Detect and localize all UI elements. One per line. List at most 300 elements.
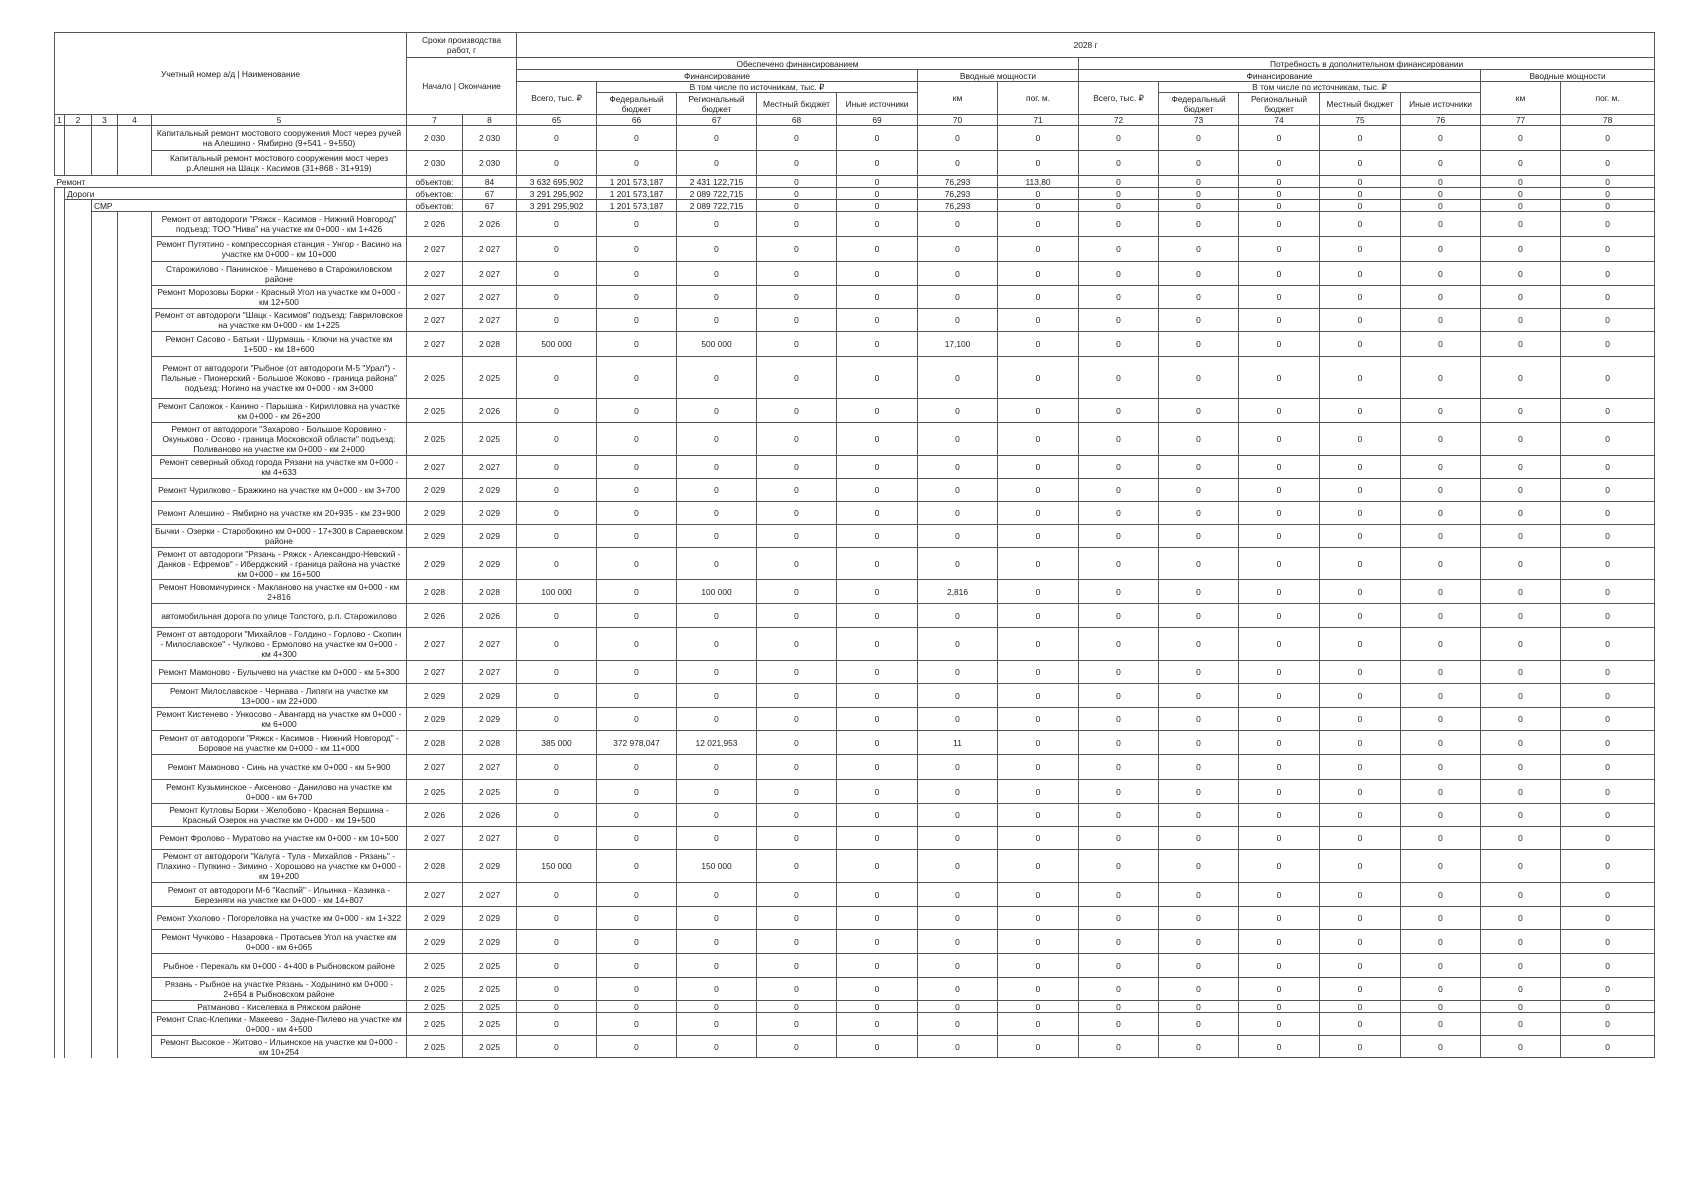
value-cell: 0	[837, 399, 918, 423]
indent-cell	[118, 1036, 152, 1058]
value-cell: 0	[1320, 151, 1401, 176]
table-row	[55, 907, 1655, 930]
value-cell: 0	[837, 1001, 918, 1013]
indent-cell	[55, 212, 65, 237]
indent-cell	[65, 731, 92, 755]
value-cell: 0	[517, 628, 597, 661]
value-cell: 0	[677, 212, 757, 237]
value-cell: 0	[837, 661, 918, 684]
column-number: 65	[517, 115, 597, 126]
value-cell: 0	[757, 525, 837, 548]
object-count-label: объектов:	[407, 188, 463, 200]
value-cell: 0	[1561, 357, 1655, 399]
indent-cell	[65, 237, 92, 262]
value-cell: 0	[597, 502, 677, 525]
value-cell: 0	[757, 309, 837, 332]
value-cell: 0	[757, 827, 837, 850]
value-cell: 0	[517, 502, 597, 525]
value-cell: 0	[1159, 580, 1239, 604]
value-cell: 0	[1401, 907, 1481, 930]
value-cell: 0	[1561, 661, 1655, 684]
table-row	[55, 502, 1655, 525]
start-year: 2 025	[407, 1036, 463, 1058]
value-cell: 0	[677, 780, 757, 804]
value-cell: 0	[1079, 1013, 1159, 1036]
value-cell: 0	[1079, 126, 1159, 151]
column-number: 5	[152, 115, 407, 126]
value-cell: 0	[998, 262, 1079, 286]
value-cell: 0	[998, 286, 1079, 309]
value-cell: 1 201 573,187	[597, 176, 677, 188]
indent-cell	[118, 780, 152, 804]
end-year: 2 030	[463, 126, 517, 151]
end-year: 2 029	[463, 525, 517, 548]
value-cell: 0	[757, 978, 837, 1001]
value-cell: 0	[1239, 1036, 1320, 1058]
indent-cell	[55, 804, 65, 827]
value-cell: 0	[1079, 780, 1159, 804]
value-cell: 0	[757, 628, 837, 661]
value-cell: 0	[1561, 780, 1655, 804]
value-cell: 0	[1159, 978, 1239, 1001]
value-cell: 0	[1079, 580, 1159, 604]
value-cell: 0	[1401, 930, 1481, 954]
indent-cell	[92, 883, 118, 907]
value-cell: 0	[1159, 399, 1239, 423]
value-cell: 0	[1401, 850, 1481, 883]
table-header	[55, 33, 1655, 126]
indent-cell	[65, 309, 92, 332]
indent-cell	[92, 580, 118, 604]
object-count: 84	[463, 176, 517, 188]
value-cell: 0	[517, 548, 597, 580]
value-cell: 0	[1481, 780, 1561, 804]
value-cell: 0	[1079, 200, 1159, 212]
object-name: Ремонт Ухолово - Погореловка на участке км 0+000 - км 1+322	[152, 907, 407, 930]
value-cell: 0	[1239, 978, 1320, 1001]
value-cell: 0	[918, 456, 998, 479]
value-cell: 0	[1481, 827, 1561, 850]
value-cell: 0	[1159, 286, 1239, 309]
value-cell: 0	[757, 684, 837, 708]
value-cell: 0	[1481, 1001, 1561, 1013]
value-cell: 0	[918, 978, 998, 1001]
value-cell: 0	[757, 1036, 837, 1058]
value-cell: 0	[1159, 907, 1239, 930]
object-name: Ремонт Кистенево - Ункосово - Авангард на участке км 0+000 - км 6+000	[152, 708, 407, 731]
column-number: 74	[1239, 115, 1320, 126]
value-cell: 0	[1159, 479, 1239, 502]
value-cell: 0	[1401, 708, 1481, 731]
indent-cell	[65, 399, 92, 423]
value-cell: 0	[998, 580, 1079, 604]
value-cell: 0	[1320, 883, 1401, 907]
group-row	[55, 200, 1655, 212]
value-cell: 0	[757, 176, 837, 188]
value-cell: 0	[1239, 1001, 1320, 1013]
provided-financing-header: Финансирование	[517, 70, 918, 82]
value-cell: 385 000	[517, 731, 597, 755]
indent-cell	[92, 604, 118, 628]
value-cell: 0	[517, 423, 597, 456]
value-cell: 0	[837, 755, 918, 780]
end-year: 2 025	[463, 1013, 517, 1036]
value-cell: 0	[597, 262, 677, 286]
value-cell: 0	[1481, 309, 1561, 332]
value-cell: 0	[837, 930, 918, 954]
value-cell: 0	[918, 708, 998, 731]
value-cell: 0	[677, 883, 757, 907]
value-cell: 0	[1239, 262, 1320, 286]
indent-cell	[65, 479, 92, 502]
value-cell: 0	[597, 604, 677, 628]
value-cell: 0	[1239, 628, 1320, 661]
value-cell: 0	[757, 548, 837, 580]
value-cell: 0	[1401, 262, 1481, 286]
group-label: СМР	[92, 200, 407, 212]
value-cell: 0	[1320, 502, 1401, 525]
value-cell: 0	[1401, 548, 1481, 580]
indent-cell	[118, 1013, 152, 1036]
object-name: Ратманово - Киселевка в Ряжском районе	[152, 1001, 407, 1013]
indent-cell	[65, 604, 92, 628]
value-cell: 0	[1320, 357, 1401, 399]
value-cell: 0	[1481, 502, 1561, 525]
value-cell: 0	[677, 604, 757, 628]
year-header: 2028 г	[517, 33, 1655, 58]
value-cell: 0	[677, 525, 757, 548]
indent-cell	[92, 1001, 118, 1013]
value-cell: 0	[1320, 954, 1401, 978]
value-cell: 0	[837, 262, 918, 286]
value-cell: 0	[1401, 188, 1481, 200]
value-cell: 0	[1401, 604, 1481, 628]
indent-cell	[55, 580, 65, 604]
indent-cell	[118, 126, 152, 151]
value-cell: 0	[1320, 827, 1401, 850]
value-cell: 0	[1239, 200, 1320, 212]
value-cell: 0	[1079, 684, 1159, 708]
value-cell: 0	[757, 780, 837, 804]
value-cell: 0	[517, 907, 597, 930]
value-cell: 0	[677, 309, 757, 332]
value-cell: 0	[918, 237, 998, 262]
value-cell: 0	[517, 525, 597, 548]
table-row	[55, 456, 1655, 479]
table-row	[55, 883, 1655, 907]
value-cell: 0	[1561, 978, 1655, 1001]
value-cell: 0	[1159, 309, 1239, 332]
object-name: Ремонт Чучково - Назаровка - Протасьев Угол на участке км 0+000 - км 6+065	[152, 930, 407, 954]
value-cell: 0	[1401, 423, 1481, 456]
end-year: 2 025	[463, 978, 517, 1001]
value-cell: 0	[597, 1013, 677, 1036]
value-cell: 0	[1239, 237, 1320, 262]
indent-cell	[65, 1001, 92, 1013]
indent-cell	[65, 780, 92, 804]
start-year: 2 027	[407, 827, 463, 850]
value-cell: 0	[1561, 456, 1655, 479]
value-cell: 0	[1481, 200, 1561, 212]
value-cell: 0	[1320, 684, 1401, 708]
value-cell: 0	[757, 1013, 837, 1036]
indent-cell	[55, 755, 65, 780]
need-local-header: Местный бюджет	[1320, 93, 1401, 115]
value-cell: 0	[918, 357, 998, 399]
value-cell: 0	[517, 804, 597, 827]
need-other-header: Иные источники	[1401, 93, 1481, 115]
indent-cell	[55, 604, 65, 628]
start-year: 2 029	[407, 548, 463, 580]
indent-cell	[118, 502, 152, 525]
value-cell: 76,293	[918, 176, 998, 188]
start-year: 2 025	[407, 780, 463, 804]
column-number: 73	[1159, 115, 1239, 126]
value-cell: 0	[757, 661, 837, 684]
value-cell: 0	[757, 1001, 837, 1013]
indent-cell	[55, 262, 65, 286]
value-cell: 0	[1401, 151, 1481, 176]
indent-cell	[118, 827, 152, 850]
indent-cell	[92, 525, 118, 548]
value-cell: 0	[1159, 188, 1239, 200]
value-cell: 0	[1239, 731, 1320, 755]
value-cell: 0	[1401, 399, 1481, 423]
value-cell: 0	[1481, 930, 1561, 954]
value-cell: 76,293	[918, 200, 998, 212]
value-cell: 0	[918, 661, 998, 684]
value-cell: 0	[998, 1036, 1079, 1058]
value-cell: 0	[517, 286, 597, 309]
value-cell: 0	[1159, 930, 1239, 954]
value-cell: 0	[1079, 827, 1159, 850]
value-cell: 0	[1079, 604, 1159, 628]
end-year: 2 029	[463, 502, 517, 525]
indent-cell	[92, 151, 118, 176]
value-cell: 113,80	[998, 176, 1079, 188]
start-year: 2 025	[407, 1001, 463, 1013]
value-cell: 0	[677, 1001, 757, 1013]
value-cell: 0	[1561, 151, 1655, 176]
indent-cell	[55, 930, 65, 954]
value-cell: 0	[1401, 525, 1481, 548]
indent-cell	[118, 684, 152, 708]
value-cell: 0	[1239, 548, 1320, 580]
value-cell: 0	[677, 262, 757, 286]
value-cell: 0	[677, 286, 757, 309]
value-cell: 0	[597, 212, 677, 237]
value-cell: 1 201 573,187	[597, 188, 677, 200]
indent-cell	[65, 804, 92, 827]
value-cell: 0	[998, 237, 1079, 262]
table-row	[55, 423, 1655, 456]
value-cell: 0	[517, 708, 597, 731]
indent-cell	[92, 237, 118, 262]
indent-cell	[55, 456, 65, 479]
value-cell: 0	[998, 200, 1079, 212]
value-cell: 0	[597, 525, 677, 548]
value-cell: 0	[1481, 628, 1561, 661]
object-name: Ремонт Мамоново - Синь на участке км 0+000 - км 5+900	[152, 755, 407, 780]
value-cell: 0	[517, 954, 597, 978]
indent-cell	[118, 661, 152, 684]
value-cell: 0	[837, 479, 918, 502]
value-cell: 0	[998, 907, 1079, 930]
value-cell: 0	[1079, 309, 1159, 332]
indent-cell	[55, 237, 65, 262]
value-cell: 0	[677, 502, 757, 525]
end-year: 2 029	[463, 684, 517, 708]
value-cell: 0	[677, 827, 757, 850]
value-cell: 0	[918, 423, 998, 456]
value-cell: 0	[998, 309, 1079, 332]
value-cell: 0	[1320, 731, 1401, 755]
value-cell: 0	[837, 604, 918, 628]
value-cell: 0	[1239, 684, 1320, 708]
start-year: 2 026	[407, 804, 463, 827]
indent-cell	[65, 200, 92, 212]
value-cell: 0	[1401, 357, 1481, 399]
value-cell: 0	[1401, 684, 1481, 708]
indent-cell	[55, 827, 65, 850]
indent-cell	[92, 684, 118, 708]
value-cell: 0	[1481, 188, 1561, 200]
table-row	[55, 1013, 1655, 1036]
value-cell: 0	[757, 188, 837, 200]
value-cell: 0	[757, 151, 837, 176]
value-cell: 0	[757, 212, 837, 237]
indent-cell	[118, 423, 152, 456]
indent-cell	[92, 502, 118, 525]
period-header: Сроки производства работ, г	[407, 33, 517, 58]
value-cell: 0	[837, 804, 918, 827]
provided-sources-header: В том числе по источникам, тыс. ₽	[597, 82, 918, 93]
start-year: 2 027	[407, 286, 463, 309]
indent-cell	[92, 804, 118, 827]
value-cell: 0	[597, 827, 677, 850]
indent-cell	[92, 978, 118, 1001]
value-cell: 0	[517, 755, 597, 780]
table-row	[55, 126, 1655, 151]
start-year: 2 025	[407, 357, 463, 399]
value-cell: 0	[1239, 357, 1320, 399]
value-cell: 0	[1239, 850, 1320, 883]
value-cell: 3 291 295,902	[517, 200, 597, 212]
table-row	[55, 661, 1655, 684]
value-cell: 0	[757, 930, 837, 954]
value-cell: 0	[837, 176, 918, 188]
indent-cell	[92, 332, 118, 357]
value-cell: 0	[1079, 525, 1159, 548]
value-cell: 0	[1239, 780, 1320, 804]
value-cell: 0	[597, 332, 677, 357]
provided-km-header: км	[918, 82, 998, 115]
table-row	[55, 580, 1655, 604]
indent-cell	[118, 357, 152, 399]
value-cell: 0	[1159, 883, 1239, 907]
value-cell: 0	[998, 628, 1079, 661]
value-cell: 0	[1159, 237, 1239, 262]
table-row	[55, 978, 1655, 1001]
table-row	[55, 151, 1655, 176]
value-cell: 0	[1481, 755, 1561, 780]
value-cell: 0	[597, 883, 677, 907]
value-cell: 0	[837, 309, 918, 332]
value-cell: 0	[1239, 883, 1320, 907]
value-cell: 0	[1561, 237, 1655, 262]
value-cell: 0	[677, 804, 757, 827]
value-cell: 0	[677, 423, 757, 456]
value-cell: 0	[597, 309, 677, 332]
value-cell: 0	[1401, 804, 1481, 827]
value-cell: 0	[517, 309, 597, 332]
indent-cell	[55, 357, 65, 399]
value-cell: 0	[597, 954, 677, 978]
column-number: 3	[92, 115, 118, 126]
value-cell: 0	[597, 628, 677, 661]
value-cell: 0	[1481, 548, 1561, 580]
value-cell: 0	[837, 286, 918, 309]
value-cell: 0	[1239, 827, 1320, 850]
indent-cell	[118, 731, 152, 755]
value-cell: 0	[597, 357, 677, 399]
start-year: 2 027	[407, 262, 463, 286]
value-cell: 0	[517, 883, 597, 907]
indent-cell	[118, 978, 152, 1001]
value-cell: 0	[837, 525, 918, 548]
value-cell: 0	[1561, 1036, 1655, 1058]
value-cell: 0	[757, 804, 837, 827]
value-cell: 0	[998, 755, 1079, 780]
value-cell: 0	[757, 502, 837, 525]
table-row	[55, 309, 1655, 332]
value-cell: 0	[1561, 827, 1655, 850]
value-cell: 0	[1561, 286, 1655, 309]
value-cell: 0	[1239, 309, 1320, 332]
value-cell: 0	[1320, 930, 1401, 954]
value-cell: 0	[1561, 126, 1655, 151]
end-year: 2 029	[463, 930, 517, 954]
value-cell: 0	[1320, 176, 1401, 188]
value-cell: 0	[757, 708, 837, 731]
value-cell: 0	[837, 332, 918, 357]
value-cell: 0	[837, 827, 918, 850]
table-row	[55, 525, 1655, 548]
value-cell: 0	[677, 357, 757, 399]
object-name: Ремонт Высокое - Житово - Ильинское на участке км 0+000 - км 10+254	[152, 1036, 407, 1058]
value-cell: 0	[1239, 1013, 1320, 1036]
indent-cell	[55, 731, 65, 755]
value-cell: 0	[597, 1036, 677, 1058]
value-cell: 0	[1239, 755, 1320, 780]
value-cell: 0	[677, 907, 757, 930]
end-year: 2 028	[463, 332, 517, 357]
indent-cell	[118, 456, 152, 479]
value-cell: 0	[1159, 126, 1239, 151]
table-row	[55, 548, 1655, 580]
value-cell: 0	[918, 286, 998, 309]
value-cell: 0	[837, 456, 918, 479]
value-cell: 0	[1079, 357, 1159, 399]
value-cell: 0	[517, 151, 597, 176]
end-year: 2 025	[463, 1001, 517, 1013]
indent-cell	[55, 954, 65, 978]
value-cell: 0	[1561, 502, 1655, 525]
indent-cell	[65, 827, 92, 850]
indent-cell	[65, 126, 92, 151]
value-cell: 0	[1561, 850, 1655, 883]
value-cell: 0	[1159, 176, 1239, 188]
